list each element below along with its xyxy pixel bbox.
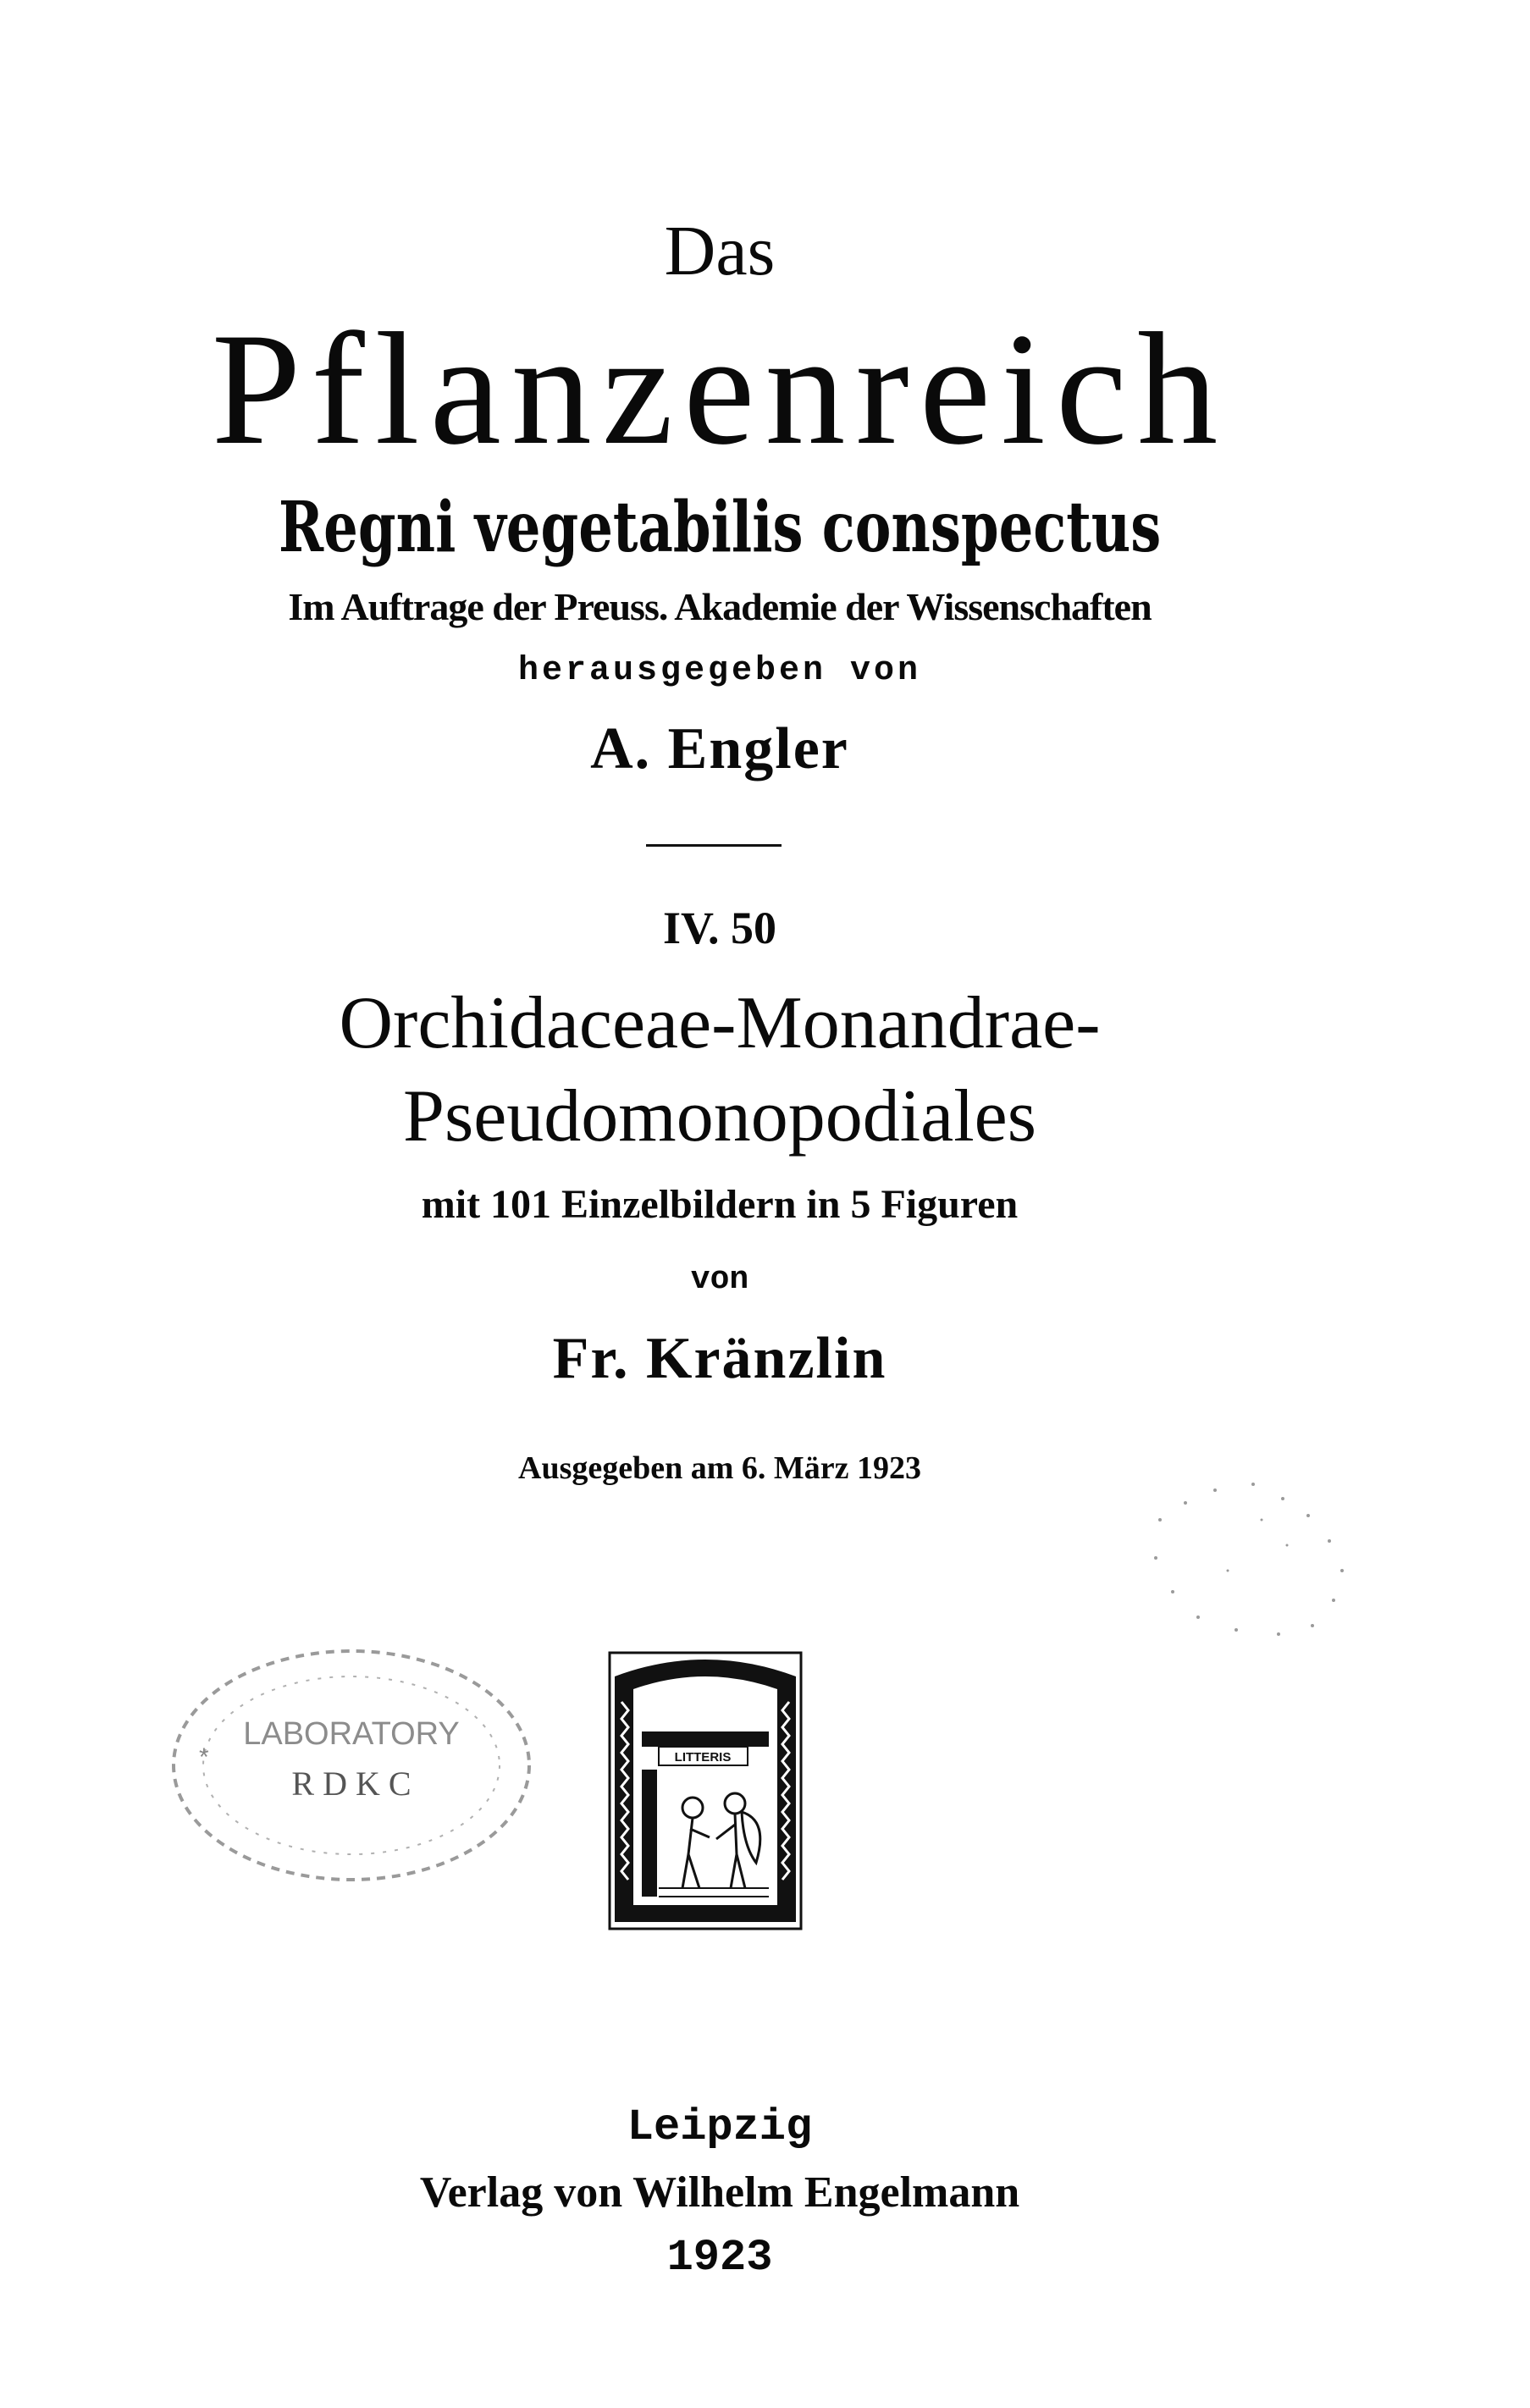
divider-rule: [646, 844, 782, 847]
author-name: Fr. Kränzlin: [552, 1326, 887, 1391]
star-icon: *: [199, 1743, 209, 1771]
library-stamp: [161, 1638, 542, 1892]
imprint-place: Leipzig: [627, 2102, 813, 2152]
issue-date: Ausgegeben am 6. März 1923: [518, 1450, 921, 1486]
family-title-line-2: Pseudomonopodiales: [403, 1075, 1036, 1157]
author-prefix: von: [690, 1262, 749, 1298]
family-title-line-1: Orchidaceae-Monandrae-: [339, 982, 1101, 1064]
device-banner: LITTERIS: [674, 1750, 732, 1765]
stamp-text-mid: R D K C: [291, 1765, 411, 1803]
editor-name: A. Engler: [590, 716, 849, 781]
subtitle-line: [0, 487, 1439, 568]
imprint-year: 1923: [666, 2233, 773, 2283]
margin-smudge: [1135, 1469, 1372, 1647]
editor-prefix: herausgegeben von: [517, 652, 922, 690]
illustrations-note: mit 101 Einzelbildern in 5 Figuren: [421, 1182, 1019, 1227]
main-title: Pflanzenreich: [211, 301, 1229, 478]
imprint-publisher: Verlag von Wilhelm Engelmann: [419, 2168, 1020, 2217]
subtitle: Regni vegetabilis conspectus: [278, 487, 1162, 568]
commission-line: Im Auftrage der Preuss. Akademie der Wissenschaften: [288, 585, 1152, 628]
stamp-text-top: LABORATORY: [243, 1716, 460, 1752]
publisher-device: [608, 1651, 803, 1930]
series-number: IV. 50: [662, 903, 777, 953]
pre-title: Das: [664, 212, 776, 290]
